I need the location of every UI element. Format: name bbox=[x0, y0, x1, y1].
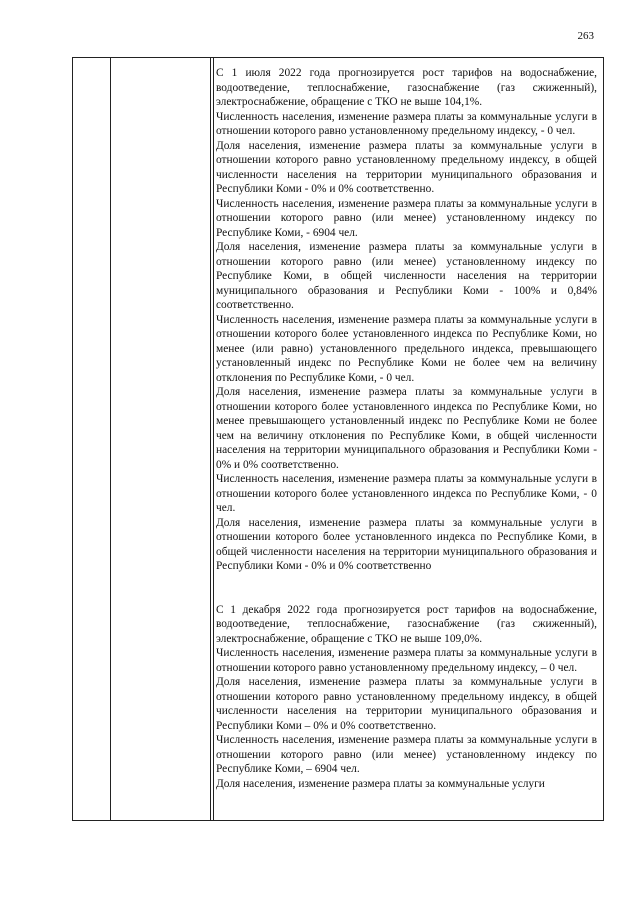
paragraph: Доля населения, изменение размера платы за коммунальные услуги в отношении которого равно установленному предельному индексу, в общей численности населения на территории муниципального образования и Республики Коми - 0% и 0% соответственно. bbox=[216, 139, 597, 195]
paragraph: Доля населения, изменение размера платы за коммунальные услуги в отношении которого более установленного индекса по Республике Коми, в общей численности населения на территории муниципального образования и Республики Коми - 0% и 0% соответственно bbox=[216, 516, 597, 572]
paragraph: Численность населения, изменение размера платы за коммунальные услуги в отношении которого более установленного индекса по Республике Коми, но менее (или равно) установленного предельного индекса, превышающего установленный индекс по Республике Коми не более чем на величину отклонения по Республике Коми, - 0 чел. bbox=[216, 313, 597, 384]
section2-intro: С 1 декабря 2022 года прогнозируется рост тарифов на водоснабжение, водоотведение, теплоснабжение, газоснабжение (газ сжиженный), электроснабжение, обращение с ТКО не выше 109,0%. bbox=[216, 603, 597, 645]
column-divider bbox=[213, 58, 214, 820]
paragraph: Доля населения, изменение размера платы за коммунальные услуги в отношении которого более установленного индекса по Республике Коми, но менее превышающего установленный индекс по Республике Коми не более чем на величину отклонения по Республике Коми, в общей численности населения на территории муниципального образования и Республики Коми - 0% и 0% соответственно. bbox=[216, 386, 597, 471]
document-table bbox=[72, 57, 604, 821]
column-divider bbox=[110, 58, 111, 820]
paragraph: Численность населения, изменение размера платы за коммунальные услуги в отношении которого равно установленному предельному индексу, - 0 чел. bbox=[216, 110, 597, 137]
page-number: 263 bbox=[577, 30, 594, 42]
paragraph: Доля населения, изменение размера платы за коммунальные услуги bbox=[216, 777, 545, 790]
column-divider bbox=[210, 58, 211, 820]
table-cell-text bbox=[216, 66, 597, 820]
paragraph: Численность населения, изменение размера платы за коммунальные услуги в отношении которого более установленного индекса по Республике Коми, - 0 чел. bbox=[216, 473, 597, 514]
section-gap bbox=[216, 574, 597, 603]
section1-intro: С 1 июля 2022 года прогнозируется рост тарифов на водоснабжение, водоотведение, теплоснабжение, газоснабжение (газ сжиженный), электроснабжение, обращение с ТКО не выше 104,1%. bbox=[216, 67, 597, 108]
paragraph: Численность населения, изменение размера платы за коммунальные услуги в отношении которого равно (или менее) установленному индексу по Республике Коми, - 6904 чел. bbox=[216, 197, 597, 239]
paragraph: Доля населения, изменение размера платы за коммунальные услуги в отношении которого равно (или менее) установленному индексу по Республике Коми, в общей численности населения на территории муниципального образования и Республики Коми - 100% и 0,84% соответственно. bbox=[216, 241, 597, 311]
paragraph: Численность населения, изменение размера платы за коммунальные услуги в отношении которого равно установленному предельному индексу, – 0 чел. bbox=[216, 647, 597, 674]
paragraph: Доля населения, изменение размера платы за коммунальные услуги в отношении которого равно установленному предельному индексу, в общей численности населения на территории муниципального образования и Республики Коми – 0% и 0% соответственно. bbox=[216, 676, 597, 732]
paragraph: Численность населения, изменение размера платы за коммунальные услуги в отношении которого равно (или менее) установленному индексу по Республике Коми, – 6904 чел. bbox=[216, 734, 597, 775]
